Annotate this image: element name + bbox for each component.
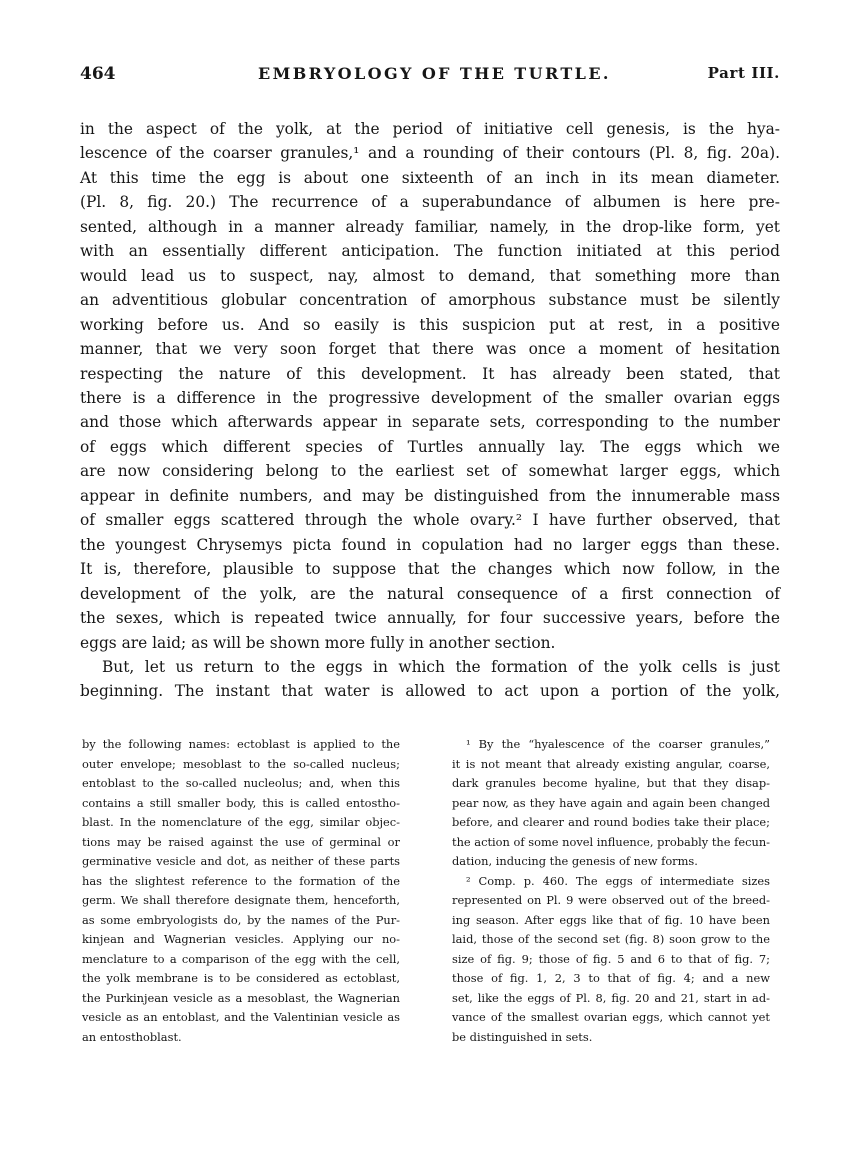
text-line: with an essentially different anticipation. The function initiated at this period bbox=[80, 242, 780, 261]
text-line: outer envelope; mesoblast to the so-called nucleus; bbox=[82, 756, 400, 771]
text-line: development of the yolk, are the natural consequence of a first connection of bbox=[80, 584, 780, 603]
text-line: has the slightest reference to the formation of the bbox=[82, 873, 400, 888]
page-number: 464 bbox=[80, 64, 116, 84]
text-line: those of fig. 1, 2, 3 to that of fig. 4; and a new bbox=[452, 971, 770, 985]
footnotes bbox=[452, 735, 770, 1047]
part-label: Part III. bbox=[707, 64, 780, 82]
text-line: set, like the eggs of Pl. 8, fig. 20 and 21, start in ad- bbox=[452, 990, 770, 1005]
text-line: ing season. After eggs like that of fig. 10 have been bbox=[452, 912, 770, 927]
text-line: contains a still smaller body, this is called entostho- bbox=[82, 795, 400, 810]
text-line: represented on Pl. 9 were observed out of the breed- bbox=[452, 893, 770, 907]
text-line: the action of some novel influence, probably the fecun- bbox=[452, 834, 770, 849]
text-line: germinative vesicle and dot, as neither of these parts bbox=[82, 854, 400, 868]
text-line: germ. We shall therefore designate them, henceforth, bbox=[82, 893, 400, 907]
text-line: by the following names: ectoblast is applied to the bbox=[82, 737, 400, 751]
text-line: it is not meant that already existing angular, coarse, bbox=[452, 756, 770, 771]
text-line: (Pl. 8, fig. 20.) The recurrence of a superabundance of albumen is here pre- bbox=[80, 193, 780, 212]
text-line: At this time the egg is about one sixteenth of an inch in its mean diameter. bbox=[80, 168, 780, 187]
text-line: dation, inducing the genesis of new forms. bbox=[452, 854, 698, 868]
text-line: of smaller eggs scattered through the whole ovary.² I have further observed, that bbox=[80, 511, 780, 530]
text-line: lescence of the coarser granules,¹ and a rounding of their contours (Pl. 8, fig. 20a). bbox=[80, 144, 780, 163]
text-line: But, let us return to the eggs in which the formation of the yolk cells is just bbox=[102, 657, 780, 676]
footnote-continuation bbox=[82, 735, 400, 1047]
text-line: vance of the smallest ovarian eggs, which cannot yet bbox=[452, 1010, 770, 1024]
text-line: and those which afterwards appear in separate sets, corresponding to the number bbox=[80, 413, 780, 432]
text-line: dark granules become hyaline, but that they disap- bbox=[452, 776, 770, 790]
text-line: vesicle as an entoblast, and the Valentinian vesicle as bbox=[82, 1010, 400, 1024]
text-line: laid, those of the second set (fig. 8) soon grow to the bbox=[452, 932, 770, 946]
text-line: working before us. And so easily is this suspicion put at rest, in a positive bbox=[80, 315, 780, 334]
text-line: menclature to a comparison of the egg with the cell, bbox=[82, 951, 400, 966]
running-header bbox=[80, 64, 780, 88]
text-line: tions may be raised against the use of germinal or bbox=[82, 834, 400, 849]
text-line: kinjean and Wagnerian vesicles. Applying our no- bbox=[82, 932, 400, 946]
text-line: respecting the nature of this development. It has already been stated, that bbox=[80, 364, 780, 383]
text-line: size of fig. 9; those of fig. 5 and 6 to that of fig. 7; bbox=[452, 951, 770, 966]
text-line: It is, therefore, plausible to suppose that the changes which now follow, in the bbox=[80, 560, 780, 579]
text-line: the Purkinjean vesicle as a mesoblast, the Wagnerian bbox=[82, 990, 400, 1005]
running-title: EMBRYOLOGY OF THE TURTLE. bbox=[258, 64, 611, 83]
text-line: in the aspect of the yolk, at the period of initiative cell genesis, is the hya- bbox=[80, 120, 780, 138]
text-line: blast. In the nomenclature of the egg, similar objec- bbox=[82, 815, 400, 829]
text-line: pear now, as they have again and again been changed bbox=[452, 795, 770, 810]
text-line: entoblast to the so-called nucleolus; and, when this bbox=[82, 776, 400, 790]
text-line: ² Comp. p. 460. The eggs of intermediate sizes bbox=[466, 873, 770, 888]
text-line: would lead us to suspect, nay, almost to demand, that something more than bbox=[80, 266, 780, 285]
text-line: the yolk membrane is to be considered as ectoblast, bbox=[82, 971, 400, 985]
text-line: appear in definite numbers, and may be distinguished from the innumerable mass bbox=[80, 486, 780, 505]
text-line: are now considering belong to the earliest set of somewhat larger eggs, which bbox=[80, 462, 780, 481]
text-line: ¹ By the “hyalescence of the coarser granules,” bbox=[466, 737, 770, 751]
text-line: eggs are laid; as will be shown more fully in another section. bbox=[80, 633, 556, 652]
text-line: before, and clearer and round bodies take their place; bbox=[452, 815, 770, 829]
text-line: an adventitious globular concentration of amorphous substance must be silently bbox=[80, 291, 780, 310]
main-text bbox=[80, 117, 780, 704]
text-line: sented, although in a manner already familiar, namely, in the drop-like form, yet bbox=[80, 217, 780, 236]
text-line: as some embryologists do, by the names of the Pur- bbox=[82, 912, 400, 927]
text-line: manner, that we very soon forget that there was once a moment of hesitation bbox=[80, 340, 780, 359]
text-line: the youngest Chrysemys picta found in copulation had no larger eggs than these. bbox=[80, 535, 780, 554]
text-line: there is a difference in the progressive development of the smaller ovarian eggs bbox=[80, 388, 780, 407]
text-line: beginning. The instant that water is allowed to act upon a portion of the yolk, bbox=[80, 682, 780, 701]
text-line: an entosthoblast. bbox=[82, 1029, 182, 1044]
text-line: of eggs which different species of Turtles annually lay. The eggs which we bbox=[80, 437, 780, 456]
text-line: the sexes, which is repeated twice annually, for four successive years, before the bbox=[80, 609, 780, 628]
text-line: be distinguished in sets. bbox=[452, 1029, 593, 1044]
